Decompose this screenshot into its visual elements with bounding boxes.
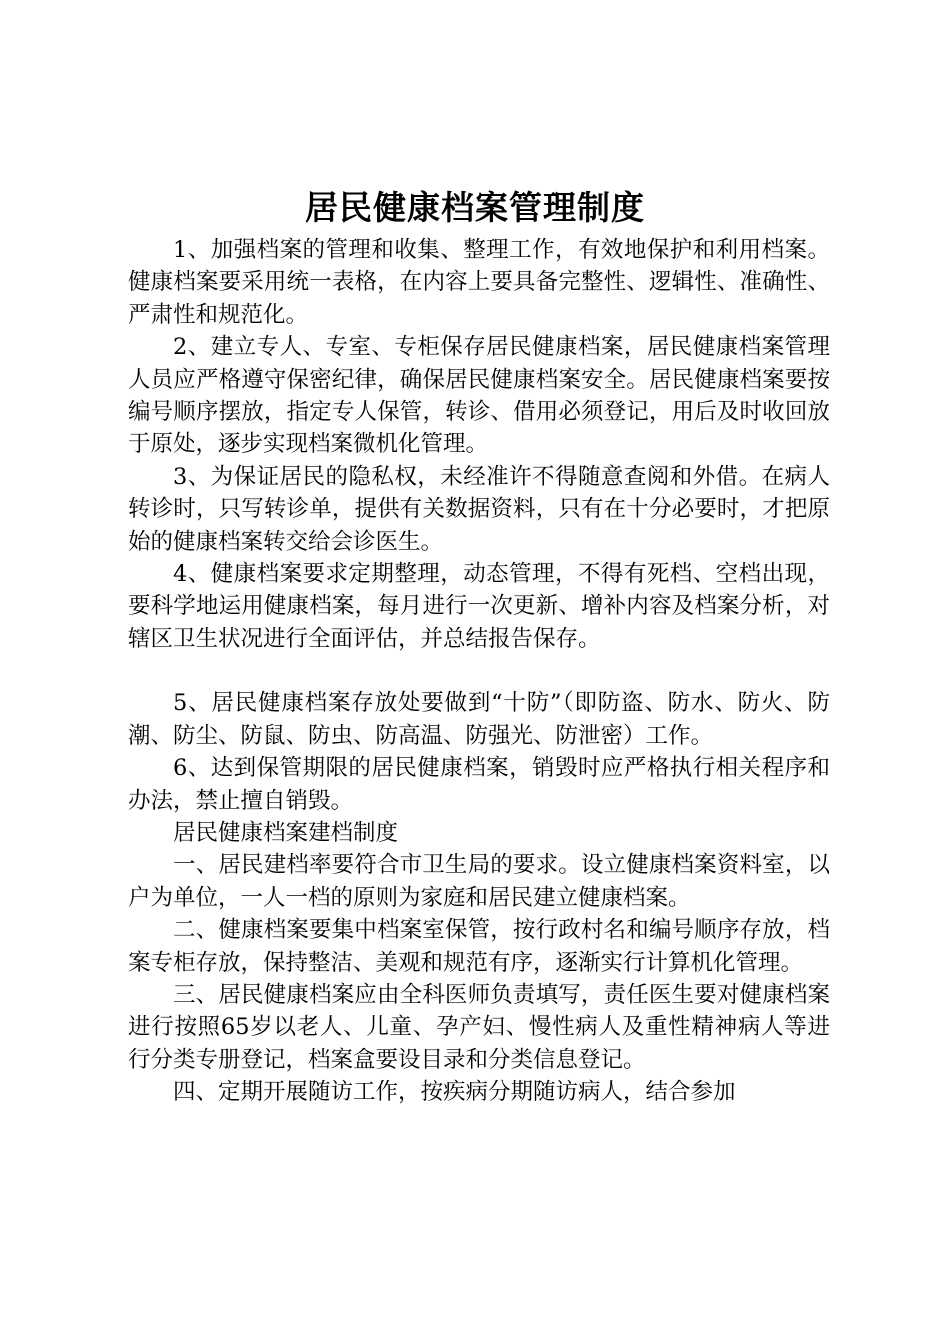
paragraph-7: 一、居民建档率要符合市卫生局的要求。设立健康档案资料室，以户为单位，一人一档的原则为家庭和居民建立健康档案。 [128, 852, 830, 911]
paragraph-3: 3、为保证居民的隐私权，未经准许不得随意查阅和外借。在病人转诊时，只写转诊单，提供有关数据资料，只有在十分必要时，才把原始的健康档案转交给会诊医生。 [128, 463, 830, 555]
paragraph-5: 5、居民健康档案存放处要做到“十防”（即防盗、防水、防火、防潮、防尘、防鼠、防虫、防高温、防强光、防泄密）工作。 [128, 690, 830, 749]
paragraph-6: 6、达到保管期限的居民健康档案，销毁时应严格执行相关程序和办法，禁止擅自销毁。 [128, 755, 830, 814]
section-heading: 居民健康档案建档制度 [173, 819, 399, 846]
paragraph-9: 三、居民健康档案应由全科医师负责填写，责任医生要对健康档案进行按照65岁以老人、儿童、孕产妇、慢性病人及重性精神病人等进行分类专册登记，档案盒要设目录和分类信息登记。 [128, 981, 830, 1073]
paragraph-4: 4、健康档案要求定期整理，动态管理，不得有死档、空档出现，要科学地运用健康档案，每月进行一次更新、增补内容及档案分析，对辖区卫生状况进行全面评估，并总结报告保存。 [128, 561, 830, 652]
paragraph-1: 1、加强档案的管理和收集、整理工作，有效地保护和利用档案。健康档案要采用统一表格，在内容上要具备完整性、逻辑性、准确性、严肃性和规范化。 [128, 237, 830, 328]
paragraph-10: 四、定期开展随访工作，按疾病分期随访病人，结合参加 [173, 1079, 736, 1106]
document-title: 居民健康档案管理制度 [305, 188, 645, 227]
paragraph-2: 2、建立专人、专室、专柜保存居民健康档案，居民健康档案管理人员应严格遵守保密纪律，确保居民健康档案安全。居民健康档案要按编号顺序摆放，指定专人保管，转诊、借用必须登记，用后及时收回放于原处，逐步实现档案微机化管理。 [128, 334, 830, 458]
document-body [128, 234, 830, 1109]
paragraph-8: 二、健康档案要集中档案室保管，按行政村名和编号顺序存放，档案专柜存放，保持整洁、美观和规范有序，逐渐实行计算机化管理。 [128, 917, 830, 976]
